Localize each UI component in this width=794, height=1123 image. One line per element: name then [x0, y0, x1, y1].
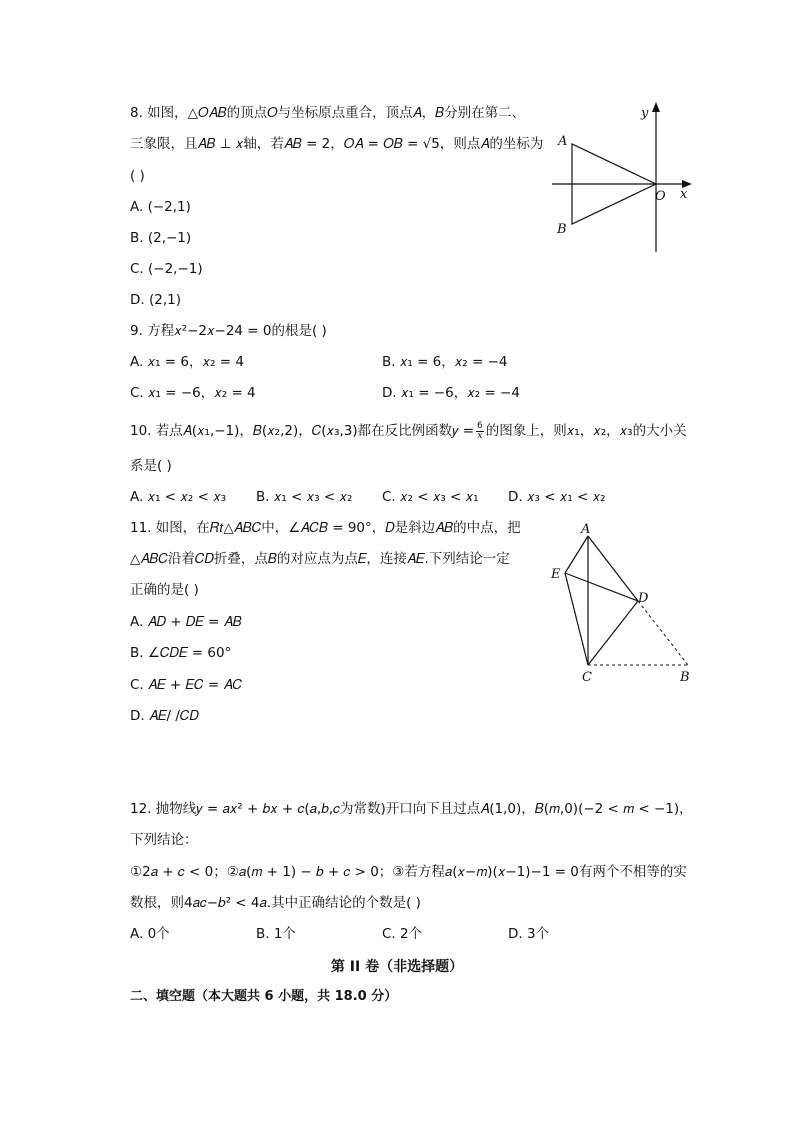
q9-option-c: C. 𝑥₁ = −6，𝑥₂ = 4: [130, 385, 256, 401]
q10-fraction: [476, 422, 484, 441]
q8-label-a: A: [558, 134, 568, 149]
q11-option-b: B. ∠𝐶𝐷𝐸 = 60°: [130, 645, 232, 661]
q8-option-c: C. (−2,−1): [130, 261, 203, 277]
q11-label-a: A: [581, 522, 591, 537]
q11-option-d: D. 𝐴𝐸/ /𝐶𝐷: [130, 708, 199, 724]
q9-option-b: B. 𝑥₁ = 6，𝑥₂ = −4: [382, 354, 508, 370]
q11-seg-ec: [565, 573, 588, 665]
q10-stem-line1: [130, 421, 687, 441]
q11-figure: [540, 518, 700, 690]
q11-seg-cd: [588, 601, 638, 665]
q8-label-o: O: [655, 189, 666, 204]
q10-option-d: D. 𝑥₃ < 𝑥₁ < 𝑥₂: [508, 489, 606, 505]
q11-label-c: C: [582, 670, 592, 685]
q11-option-a: A. 𝐴𝐷 + 𝐷𝐸 = 𝐴𝐵: [130, 614, 242, 630]
section-title: 第 II 卷（非选择题）: [330, 959, 464, 975]
q8-stem-line3: ( ): [130, 168, 145, 184]
q8-option-b: B. (2,−1): [130, 230, 192, 246]
q11-stem-line1: 11. 如图，在𝑅𝑡△𝐴𝐵𝐶中，∠𝐴𝐶𝐵 = 90°，𝐷是斜边𝐴𝐵的中点，把: [130, 520, 521, 536]
q8-stem-line1: 8. 如图，△𝑂𝐴𝐵的顶点𝑂与坐标原点重合，顶点𝐴，𝐵分别在第二、: [130, 105, 526, 121]
q11-seg-db-dashed: [638, 601, 688, 665]
q10-stem-pre: 10. 若点𝐴(𝑥₁,−1)，𝐵(𝑥₂,2)，𝐶(𝑥₃,3)都在反比例函数𝑦 =: [130, 423, 475, 439]
q8-option-d: D. (2,1): [130, 292, 181, 308]
q11-label-b: B: [680, 670, 690, 685]
q8-label-y: y: [641, 106, 649, 121]
q12-option-b: B. 1个: [256, 926, 296, 942]
q12-stem-line3: ①2𝑎 + 𝑐 < 0；②𝑎(𝑚 + 1) − 𝑏 + 𝑐 > 0；③若方程𝑎(𝑥−𝑚)(𝑥−1)−1 = 0有两个不相等的实: [130, 864, 687, 880]
q8-figure: [540, 98, 700, 260]
q12-stem-line4: 数根，则4𝑎𝑐−𝑏² < 4𝑎.其中正确结论的个数是( ): [130, 895, 421, 911]
q8-stem-line2: 三象限，且𝐴𝐵 ⊥ 𝑥轴，若𝐴𝐵 = 2，𝑂𝐴 = 𝑂𝐵 = √5，则点𝐴的坐标为: [130, 136, 544, 152]
q10-frac-num: 6: [477, 420, 483, 431]
q8-label-x: x: [680, 187, 688, 202]
section-subtitle: 二、填空题（本大题共 6 小题，共 18.0 分）: [130, 989, 398, 1004]
q10-option-a: A. 𝑥₁ < 𝑥₂ < 𝑥₃: [130, 489, 227, 505]
q10-stem-line2: 系是( ): [130, 458, 172, 474]
q9-stem: 9. 方程𝑥²−2𝑥−24 = 0的根是( ): [130, 323, 327, 339]
q10-option-c: C. 𝑥₂ < 𝑥₃ < 𝑥₁: [382, 489, 479, 505]
q12-stem-line1: 12. 抛物线𝑦 = 𝑎𝑥² + 𝑏𝑥 + 𝑐(𝑎,𝑏,𝑐为常数)开口向下且过点𝐴(1,0)，𝐵(𝑚,0)(−2 < 𝑚 < −1)，: [130, 801, 693, 817]
q11-stem-line3: 正确的是( ): [130, 582, 199, 598]
q11-option-c: C. 𝐴𝐸 + 𝐸𝐶 = 𝐴𝐶: [130, 677, 243, 693]
q11-stem-line2: △𝐴𝐵𝐶沿着𝐶𝐷折叠，点𝐵的对应点为点𝐸，连接𝐴𝐸.下列结论一定: [130, 551, 510, 567]
q11-seg-ae: [565, 536, 588, 573]
q11-label-e: E: [551, 567, 561, 582]
q12-option-a: A. 0个: [130, 926, 170, 942]
q11-label-d: D: [638, 591, 649, 606]
q9-option-d: D. 𝑥₁ = −6，𝑥₂ = −4: [382, 385, 520, 401]
q10-stem-post: 的图象上，则𝑥₁，𝑥₂，𝑥₃的大小关: [485, 423, 687, 439]
q10-frac-den: x: [477, 430, 483, 441]
q8-y-arrow: [652, 102, 660, 112]
q12-stem-line2: 下列结论：: [130, 832, 198, 848]
q12-option-c: C. 2个: [382, 926, 423, 942]
q8-option-a: A. (−2,1): [130, 199, 191, 215]
q12-option-d: D. 3个: [508, 926, 550, 942]
q10-option-b: B. 𝑥₁ < 𝑥₃ < 𝑥₂: [256, 489, 353, 505]
q8-label-b: B: [557, 222, 567, 237]
q9-option-a: A. 𝑥₁ = 6，𝑥₂ = 4: [130, 354, 244, 370]
